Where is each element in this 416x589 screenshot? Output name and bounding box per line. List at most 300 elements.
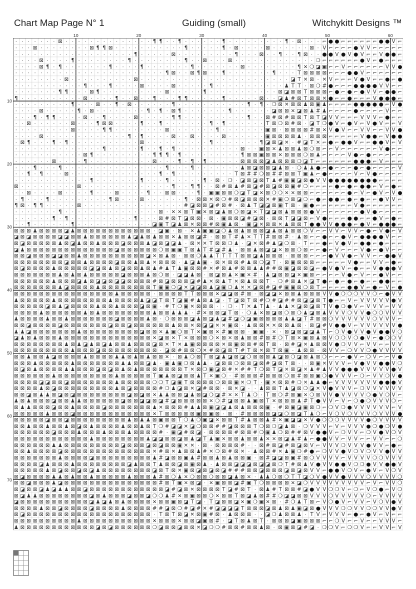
- stitch-symbol: ·: [116, 178, 118, 184]
- stitch-symbol: V: [341, 266, 345, 272]
- stitch-symbol: ◪: [290, 329, 295, 335]
- stitch-symbol: #: [303, 525, 307, 531]
- stitch-symbol: ·: [267, 83, 269, 89]
- stitch-symbol: T: [290, 474, 295, 480]
- stitch-symbol: ·: [141, 71, 143, 77]
- stitch-symbol: ❍: [284, 373, 289, 379]
- stitch-symbol: ⊠: [127, 481, 131, 487]
- stitch-symbol: ·: [53, 222, 55, 228]
- stitch-symbol: ◪: [89, 455, 94, 461]
- stitch-symbol: V: [385, 506, 389, 512]
- stitch-symbol: V: [310, 430, 314, 436]
- stitch-symbol: V: [379, 519, 383, 525]
- stitch-symbol: ·: [185, 39, 187, 45]
- stitch-symbol: V: [392, 481, 396, 487]
- stitch-symbol: V: [335, 241, 339, 247]
- stitch-symbol: V: [385, 83, 389, 89]
- stitch-symbol: ●: [366, 228, 371, 234]
- stitch-symbol: ⊠: [14, 512, 18, 518]
- stitch-symbol: ⊠: [215, 411, 219, 417]
- stitch-symbol: ⌐: [366, 197, 370, 203]
- stitch-symbol: ◪: [20, 487, 25, 493]
- stitch-symbol: V: [354, 310, 358, 316]
- stitch-symbol: ·: [22, 159, 24, 165]
- stitch-symbol: ◪: [152, 342, 157, 348]
- stitch-symbol: ⊠: [291, 228, 295, 234]
- stitch-symbol: V: [348, 443, 352, 449]
- stitch-symbol: ●: [379, 140, 384, 146]
- stitch-symbol: ⊠: [240, 172, 244, 178]
- stitch-symbol: ⌐: [373, 525, 377, 531]
- stitch-symbol: ⊠: [303, 304, 307, 310]
- stitch-symbol: ·: [166, 45, 168, 51]
- stitch-symbol: ·: [204, 153, 206, 159]
- stitch-symbol: ⊠: [266, 184, 270, 190]
- stitch-symbol: ·: [198, 121, 200, 127]
- stitch-symbol: ·: [141, 45, 143, 51]
- stitch-symbol: ⊠: [39, 228, 43, 234]
- stitch-symbol: ⊠: [310, 519, 314, 525]
- stitch-symbol: ⊠: [52, 455, 56, 461]
- stitch-symbol: ◪: [58, 481, 63, 487]
- stitch-symbol: V: [367, 90, 371, 96]
- stitch-symbol: ⊠: [77, 437, 81, 443]
- stitch-symbol: ❍: [177, 329, 182, 335]
- stitch-symbol: ⊠: [102, 424, 106, 430]
- stitch-symbol: ♟: [297, 146, 302, 152]
- stitch-symbol: ♟: [140, 298, 145, 304]
- stitch-symbol: ·: [160, 203, 162, 209]
- stitch-symbol: ♟: [228, 512, 233, 518]
- stitch-symbol: ◪: [89, 493, 94, 499]
- stitch-symbol: ⊠: [140, 254, 144, 260]
- stitch-symbol: ⊠: [316, 146, 320, 152]
- stitch-symbol: ¶: [128, 134, 131, 140]
- stitch-symbol: ¶: [203, 178, 206, 184]
- stitch-symbol: ◪: [228, 399, 233, 405]
- stitch-symbol: T: [183, 291, 188, 297]
- stitch-symbol: ❍: [272, 102, 277, 108]
- stitch-symbol: V: [373, 361, 377, 367]
- stitch-symbol: ⊠: [96, 323, 100, 329]
- stitch-symbol: #: [240, 418, 244, 424]
- stitch-symbol: ⊠: [234, 216, 238, 222]
- stitch-symbol: ◪: [278, 241, 283, 247]
- stitch-symbol: ⊠: [278, 134, 282, 140]
- stitch-symbol: ⊠: [115, 474, 119, 480]
- stitch-symbol: V: [329, 392, 333, 398]
- stitch-symbol: ·: [141, 216, 143, 222]
- stitch-symbol: ✕: [203, 348, 207, 354]
- stitch-symbol: ✕: [215, 418, 219, 424]
- stitch-symbol: ·: [34, 90, 36, 96]
- stitch-symbol: ·: [141, 209, 143, 215]
- stitch-symbol: V: [379, 392, 383, 398]
- stitch-symbol: ⊠: [102, 468, 106, 474]
- stitch-symbol: ❍: [341, 304, 346, 310]
- stitch-symbol: ·: [66, 71, 68, 77]
- stitch-symbol: ·: [129, 140, 131, 146]
- stitch-symbol: ·: [154, 102, 156, 108]
- stitch-symbol: ·: [179, 254, 181, 260]
- stitch-symbol: ♟: [240, 165, 245, 171]
- stitch-symbol: ·: [173, 58, 175, 64]
- stitch-symbol: ⊠: [303, 291, 307, 297]
- stitch-symbol: ▣: [259, 329, 264, 335]
- stitch-symbol: ·: [122, 102, 124, 108]
- stitch-symbol: ⊠: [33, 260, 37, 266]
- stitch-symbol: ⊠: [291, 127, 295, 133]
- stitch-symbol: ⊠: [171, 279, 175, 285]
- stitch-symbol: ●: [385, 291, 390, 297]
- stitch-symbol: ⌐: [398, 222, 402, 228]
- stitch-symbol: ♟: [240, 405, 245, 411]
- stitch-symbol: ⊠: [89, 323, 93, 329]
- stitch-symbol: ❍: [259, 172, 264, 178]
- stitch-symbol: T: [315, 115, 320, 121]
- stitch-symbol: ⊠: [234, 260, 238, 266]
- stitch-symbol: V: [354, 437, 358, 443]
- stitch-symbol: V: [335, 361, 339, 367]
- column-label: 40: [262, 33, 267, 38]
- stitch-symbol: ⊠: [146, 430, 150, 436]
- stitch-symbol: ✕: [322, 96, 326, 102]
- stitch-symbol: ⊠: [297, 115, 301, 121]
- stitch-symbol: ⊠: [322, 336, 326, 342]
- stitch-symbol: ·: [97, 146, 99, 152]
- stitch-symbol: ·: [223, 90, 225, 96]
- stitch-symbol: ●: [366, 184, 371, 190]
- stitch-symbol: ·: [129, 191, 131, 197]
- stitch-symbol: ⊠: [146, 468, 150, 474]
- stitch-symbol: ✕: [171, 336, 175, 342]
- stitch-symbol: T: [240, 506, 245, 512]
- stitch-symbol: ⌐: [341, 115, 345, 121]
- stitch-symbol: ❍: [203, 367, 208, 373]
- stitch-symbol: ◪: [297, 418, 302, 424]
- stitch-symbol: ✕: [240, 285, 244, 291]
- stitch-symbol: ✕: [272, 146, 276, 152]
- stitch-symbol: ✕: [234, 273, 238, 279]
- stitch-symbol: ⊠: [240, 266, 244, 272]
- stitch-symbol: ·: [34, 71, 36, 77]
- stitch-symbol: ⌐: [398, 172, 402, 178]
- stitch-symbol: ·: [154, 71, 156, 77]
- stitch-symbol: ·: [15, 134, 17, 140]
- stitch-symbol: ●: [366, 468, 371, 474]
- stitch-symbol: ⊠: [58, 39, 62, 45]
- stitch-symbol: ◪: [114, 279, 119, 285]
- stitch-symbol: ⊠: [108, 487, 112, 493]
- stitch-symbol: ·: [173, 140, 175, 146]
- stitch-symbol: ●: [322, 474, 327, 480]
- stitch-symbol: ·: [41, 121, 43, 127]
- stitch-symbol: ⊠: [45, 500, 49, 506]
- stitch-symbol: ⌐: [328, 260, 332, 266]
- stitch-symbol: ⊠: [39, 437, 43, 443]
- stitch-symbol: ✕: [272, 323, 276, 329]
- stitch-symbol: ·: [53, 96, 55, 102]
- stitch-symbol: ⊠: [146, 228, 150, 234]
- stitch-symbol: ·: [204, 146, 206, 152]
- stitch-symbol: ⊠: [127, 228, 131, 234]
- stitch-symbol: ⊠: [77, 260, 81, 266]
- stitch-symbol: T: [234, 348, 239, 354]
- stitch-symbol: V: [316, 216, 320, 222]
- stitch-symbol: ⊠: [14, 260, 18, 266]
- stitch-symbol: V: [354, 329, 358, 335]
- stitch-symbol: ⌐: [360, 109, 364, 115]
- stitch-symbol: ·: [97, 178, 99, 184]
- stitch-symbol: ◪: [297, 443, 302, 449]
- stitch-symbol: ◪: [278, 455, 283, 461]
- stitch-symbol: ✕: [322, 127, 326, 133]
- stitch-symbol: ●: [310, 203, 315, 209]
- stitch-symbol: ⊠: [222, 273, 226, 279]
- stitch-symbol: ●: [385, 361, 390, 367]
- stitch-symbol: ▣: [259, 146, 264, 152]
- stitch-symbol: ●: [335, 462, 340, 468]
- stitch-symbol: ⊠: [77, 285, 81, 291]
- stitch-symbol: ❍: [322, 121, 327, 127]
- stitch-symbol: ●: [328, 52, 333, 58]
- stitch-symbol: ¶: [159, 153, 162, 159]
- stitch-symbol: ●: [347, 216, 352, 222]
- stitch-symbol: ·: [66, 203, 68, 209]
- stitch-symbol: ·: [286, 64, 288, 70]
- stitch-symbol: ·: [22, 222, 24, 228]
- stitch-symbol: ⊠: [83, 153, 87, 159]
- stitch-symbol: ·: [198, 83, 200, 89]
- stitch-symbol: ⊠: [27, 512, 31, 518]
- stitch-symbol: ⊠: [115, 487, 119, 493]
- stitch-symbol: ⊠: [284, 399, 288, 405]
- stitch-symbol: ·: [198, 102, 200, 108]
- stitch-symbol: ·: [179, 64, 181, 70]
- stitch-symbol: ⊠: [190, 71, 194, 77]
- stitch-symbol: ¶: [153, 96, 156, 102]
- stitch-symbol: T: [221, 254, 226, 260]
- stitch-symbol: ⊠: [45, 437, 49, 443]
- stitch-symbol: ·: [154, 121, 156, 127]
- stitch-symbol: ●: [385, 228, 390, 234]
- stitch-symbol: ⌐: [379, 153, 383, 159]
- stitch-symbol: ·: [229, 83, 231, 89]
- stitch-symbol: ¶: [46, 115, 49, 121]
- stitch-symbol: V: [354, 468, 358, 474]
- stitch-symbol: ⊠: [259, 418, 263, 424]
- stitch-symbol: V: [367, 298, 371, 304]
- stitch-symbol: ⌐: [379, 209, 383, 215]
- stitch-symbol: ·: [160, 90, 162, 96]
- stitch-symbol: V: [348, 241, 352, 247]
- stitch-symbol: ⊠: [152, 443, 156, 449]
- stitch-symbol: ◪: [278, 140, 283, 146]
- stitch-symbol: ⊠: [140, 500, 144, 506]
- stitch-symbol: ·: [59, 115, 61, 121]
- stitch-symbol: ●: [360, 90, 365, 96]
- stitch-symbol: V: [379, 121, 383, 127]
- stitch-symbol: ⊠: [127, 487, 131, 493]
- stitch-symbol: ¶: [178, 153, 181, 159]
- stitch-symbol: V: [335, 449, 339, 455]
- stitch-symbol: ⊠: [96, 493, 100, 499]
- stitch-symbol: ⊠: [115, 493, 119, 499]
- stitch-symbol: ⊠: [64, 525, 68, 531]
- stitch-symbol: ·: [59, 83, 61, 89]
- stitch-symbol: ·: [223, 165, 225, 171]
- stitch-symbol: ⊠: [190, 266, 194, 272]
- stitch-symbol: ¶: [84, 159, 87, 165]
- stitch-symbol: ⊠: [284, 291, 288, 297]
- stitch-symbol: ⌐: [398, 443, 402, 449]
- stitch-symbol: ·: [28, 83, 30, 89]
- stitch-symbol: V: [316, 474, 320, 480]
- stitch-symbol: ♟: [70, 348, 75, 354]
- stitch-symbol: ◪: [152, 437, 157, 443]
- stitch-symbol: ·: [135, 109, 137, 115]
- stitch-symbol: ⊠: [102, 481, 106, 487]
- stitch-symbol: ♟: [247, 519, 252, 525]
- stitch-symbol: ·: [47, 216, 49, 222]
- stitch-symbol: ·: [129, 146, 131, 152]
- stitch-symbol: ·: [210, 146, 212, 152]
- stitch-symbol: ⊠: [146, 455, 150, 461]
- stitch-symbol: ·: [204, 273, 206, 279]
- stitch-symbol: ❍: [372, 310, 377, 316]
- stitch-symbol: V: [373, 399, 377, 405]
- stitch-symbol: ⌐: [354, 134, 358, 140]
- stitch-symbol: ·: [147, 90, 149, 96]
- stitch-symbol: ♟: [26, 424, 31, 430]
- stitch-symbol: ❍: [398, 329, 403, 335]
- stitch-symbol: ⊠: [77, 235, 81, 241]
- stitch-symbol: V: [341, 386, 345, 392]
- stitch-symbol: ⊠: [71, 247, 75, 253]
- stitch-symbol: V: [329, 430, 333, 436]
- stitch-symbol: ●: [354, 71, 359, 77]
- stitch-symbol: ·: [317, 52, 319, 58]
- stitch-symbol: ⊠: [20, 291, 24, 297]
- stitch-symbol: ·: [103, 153, 105, 159]
- stitch-symbol: ●: [310, 209, 315, 215]
- stitch-symbol: ♟: [121, 500, 126, 506]
- stitch-symbol: ·: [41, 127, 43, 133]
- stitch-symbol: ⊠: [152, 355, 156, 361]
- stitch-symbol: ·: [34, 172, 36, 178]
- stitch-symbol: ●: [341, 462, 346, 468]
- stitch-symbol: ·: [191, 121, 193, 127]
- stitch-symbol: ·: [15, 64, 17, 70]
- stitch-symbol: ·: [217, 64, 219, 70]
- stitch-symbol: ·: [85, 134, 87, 140]
- stitch-symbol: ·: [66, 96, 68, 102]
- stitch-symbol: ⌐: [341, 184, 345, 190]
- stitch-symbol: ⊠: [71, 512, 75, 518]
- stitch-symbol: ❍: [165, 317, 170, 323]
- stitch-symbol: V: [354, 203, 358, 209]
- stitch-symbol: ⊠: [14, 506, 18, 512]
- stitch-symbol: ·: [179, 191, 181, 197]
- stitch-symbol: ⌐: [391, 83, 395, 89]
- stitch-symbol: ⊠: [259, 291, 263, 297]
- stitch-symbol: V: [398, 380, 402, 386]
- stitch-symbol: ❍: [385, 373, 390, 379]
- stitch-symbol: ⌐: [373, 58, 377, 64]
- stitch-symbol: ⊠: [234, 405, 238, 411]
- stitch-symbol: V: [385, 367, 389, 373]
- stitch-symbol: ⌐: [310, 254, 314, 260]
- stitch-symbol: ◪: [272, 455, 277, 461]
- stitch-symbol: ⊠: [96, 399, 100, 405]
- stitch-symbol: ●: [379, 197, 384, 203]
- stitch-symbol: ⌐: [398, 153, 402, 159]
- stitch-symbol: ⊠: [121, 380, 125, 386]
- stitch-symbol: ·: [122, 216, 124, 222]
- stitch-symbol: ⊠: [203, 411, 207, 417]
- stitch-symbol: ⊠: [234, 449, 238, 455]
- stitch-symbol: ♟: [284, 449, 289, 455]
- stitch-symbol: ⊠: [146, 512, 150, 518]
- stitch-symbol: ¶: [197, 191, 200, 197]
- stitch-symbol: V: [348, 455, 352, 461]
- stitch-symbol: ·: [53, 52, 55, 58]
- stitch-symbol: ·: [286, 254, 288, 260]
- stitch-symbol: ⊠: [39, 500, 43, 506]
- stitch-symbol: ✕: [234, 386, 238, 392]
- stitch-symbol: ✕: [178, 342, 182, 348]
- stitch-symbol: ⊠: [184, 437, 188, 443]
- stitch-symbol: ⌐: [341, 134, 345, 140]
- stitch-symbol: ⊠: [247, 336, 251, 342]
- stitch-symbol: ⊠: [222, 449, 226, 455]
- stitch-symbol: ·: [72, 203, 74, 209]
- stitch-symbol: ●: [328, 39, 333, 45]
- stitch-symbol: ◪: [303, 140, 308, 146]
- stitch-symbol: ⊠: [140, 241, 144, 247]
- stitch-symbol: ♟: [152, 310, 157, 316]
- stitch-symbol: ⊠: [89, 487, 93, 493]
- stitch-symbol: V: [323, 222, 327, 228]
- stitch-symbol: V: [354, 506, 358, 512]
- stitch-symbol: ·: [47, 83, 49, 89]
- stitch-symbol: ⊠: [152, 329, 156, 335]
- stitch-symbol: ·: [198, 165, 200, 171]
- stitch-symbol: ⊠: [222, 481, 226, 487]
- stitch-symbol: ✕: [203, 506, 207, 512]
- stitch-symbol: ·: [135, 178, 137, 184]
- stitch-symbol: ⊠: [165, 437, 169, 443]
- stitch-symbol: ⊠: [127, 373, 131, 379]
- stitch-symbol: ⌐: [347, 45, 351, 51]
- stitch-symbol: ⊠: [77, 481, 81, 487]
- stitch-symbol: ·: [317, 348, 319, 354]
- stitch-symbol: ·: [298, 45, 300, 51]
- stitch-symbol: ❍: [177, 506, 182, 512]
- stitch-symbol: ·: [28, 127, 30, 133]
- stitch-symbol: ⊠: [77, 348, 81, 354]
- stitch-symbol: ♟: [45, 462, 50, 468]
- stitch-symbol: ◪: [234, 298, 239, 304]
- stitch-symbol: V: [348, 418, 352, 424]
- stitch-symbol: ⊠: [108, 411, 112, 417]
- stitch-symbol: ⊠: [310, 260, 314, 266]
- stitch-symbol: V: [329, 399, 333, 405]
- stitch-symbol: ●: [347, 279, 352, 285]
- stitch-symbol: ⊠: [39, 468, 43, 474]
- stitch-symbol: ⊠: [45, 273, 49, 279]
- stitch-symbol: T: [259, 209, 264, 215]
